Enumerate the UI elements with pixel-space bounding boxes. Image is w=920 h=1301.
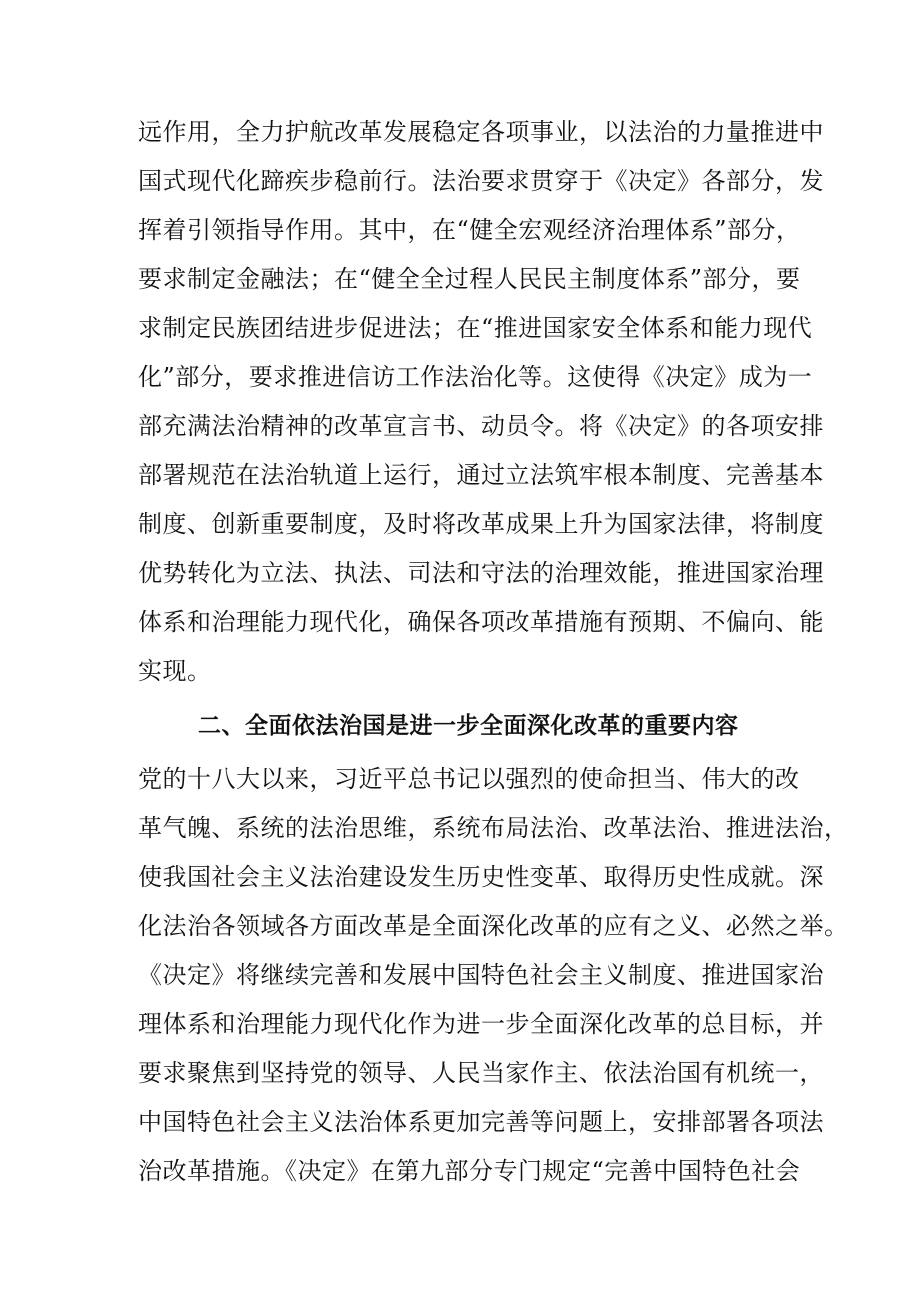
- paragraph-1-line: 实现。: [138, 657, 212, 685]
- paragraph-2-line: 革气魄、系统的法治思维，系统布局法治、改革法治、推进法治，: [138, 814, 849, 842]
- paragraph-1-line: 国式现代化蹄疾步稳前行。法治要求贯穿于《决定》各部分，发: [138, 167, 824, 195]
- paragraph-2-line: 化法治各领域各方面改革是全面深化改革的应有之义、必然之举。: [138, 912, 849, 940]
- paragraph-1-line: 部署规范在法治轨道上运行，通过立法筑牢根本制度、完善基本: [138, 461, 824, 489]
- paragraph-2-line: 《决定》将继续完善和发展中国特色社会主义制度、推进国家治: [138, 961, 824, 989]
- paragraph-2-line: 党的十八大以来，习近平总书记以强烈的使命担当、伟大的改: [138, 765, 800, 793]
- paragraph-1-line: 要求制定金融法；在“健全全过程人民民主制度体系”部分，要: [138, 265, 801, 293]
- paragraph-1-line: 化”部分，要求推进信访工作法治化等。这使得《决定》成为一: [138, 363, 813, 391]
- paragraph-2-line: 要求聚焦到坚持党的领导、人民当家作主、依法治国有机统一，: [138, 1059, 824, 1087]
- paragraph-2-line: 使我国社会主义法治建设发生历史性变革、取得历史性成就。深: [138, 863, 824, 891]
- paragraph-2-line: 中国特色社会主义法治体系更加完善等问题上，安排部署各项法: [138, 1108, 824, 1136]
- paragraph-1-line: 体系和治理能力现代化，确保各项改革措施有预期、不偏向、能: [138, 608, 824, 636]
- paragraph-2-line: 治改革措施。《决定》在第九部分专门规定“完善中国特色社会: [138, 1157, 801, 1185]
- paragraph-1-line: 求制定民族团结进步促进法；在“推进国家安全体系和能力现代: [138, 314, 813, 342]
- paragraph-1-line: 制度、创新重要制度，及时将改革成果上升为国家法律，将制度: [138, 510, 824, 538]
- paragraph-2-line: 理体系和治理能力现代化作为进一步全面深化改革的总目标，并: [138, 1010, 824, 1038]
- paragraph-1-line: 挥着引领指导作用。其中，在“健全宏观经济治理体系”部分，: [138, 216, 801, 244]
- paragraph-1-line: 部充满法治精神的改革宣言书、动员令。将《决定》的各项安排: [138, 412, 824, 440]
- paragraph-1-line: 优势转化为立法、执法、司法和守法的治理效能，推进国家治理: [138, 559, 824, 587]
- section-heading: 二、全面依法治国是进一步全面深化改革的重要内容: [198, 713, 739, 739]
- paragraph-1-line: 远作用，全力护航改革发展稳定各项事业，以法治的力量推进中: [138, 118, 824, 146]
